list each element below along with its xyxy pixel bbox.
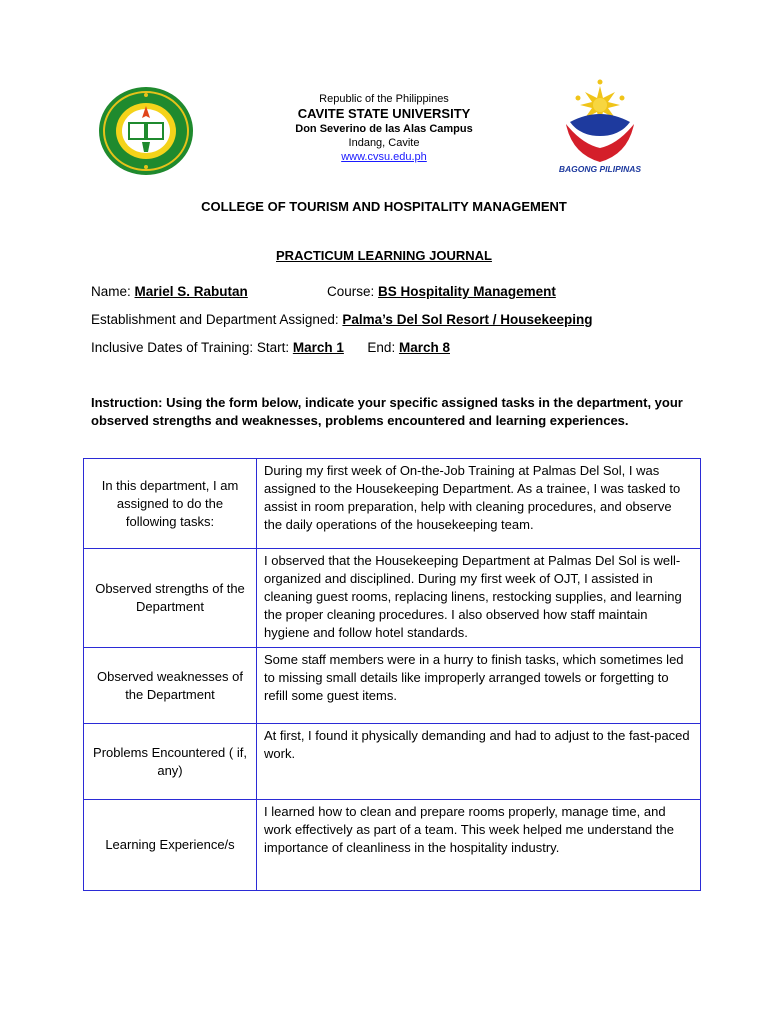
journal-table [83,458,701,891]
row-label: Observed weaknesses of the Department [84,648,257,724]
website-link[interactable]: www.cvsu.edu.ph [341,151,427,163]
row-text: I observed that the Housekeeping Department at Palmas Del Sol is well-organized and disciplined. During my first week of OJT, I assisted in cleaning guest rooms, replacing linens, restocking supplies, and learning the proper cleaning procedures. I also observed how staff maintain hygiene and follow hotel standards. [257,549,701,648]
town-name: Indang, Cavite [348,137,420,149]
dates-field [91,340,450,356]
start-date-value: March 1 [292,340,344,355]
cvsu-seal-logo [98,86,194,176]
campus-name: Don Severino de las Alas Campus [295,123,473,135]
table-row [84,459,701,549]
table-row [84,800,701,891]
name-label: Name: [91,284,131,299]
table-row [84,724,701,800]
establishment-field [91,312,593,328]
course-field [327,284,556,300]
row-label: Learning Experience/s [84,800,257,891]
name-field [91,284,248,300]
row-text: Some staff members were in a hurry to finish tasks, which sometimes led to missing small details like improperly arranged towels or forgetting to refill some guest items. [257,648,701,724]
university-name: CAVITE STATE UNIVERSITY [297,106,471,121]
row-text: At first, I found it physically demanding and had to adjust to the fast-paced work. [257,724,701,800]
course-label: Course: [327,284,375,299]
row-label: Observed strengths of the Department [84,549,257,648]
university-header [234,93,534,164]
table-row [84,549,701,648]
row-text: I learned how to clean and prepare rooms properly, manage time, and work effectively as part of a team. This week helped me understand the importance of cleanliness in the hospitality industry. [257,800,701,891]
dates-label: Inclusive Dates of Training: Start: [91,340,290,355]
name-value: Mariel S. Rabutan [134,284,248,299]
row-label: In this department, I am assigned to do the following tasks: [84,459,257,549]
table-row [84,648,701,724]
course-value: BS Hospitality Management [378,284,556,299]
establishment-label: Establishment and Department Assigned: [91,312,339,327]
end-label: End: [367,340,396,355]
bagong-pilipinas-wordmark: BAGONG PILIPINAS [558,164,642,174]
instruction-text: Instruction: Using the form below, indicate your specific assigned tasks in the department, your observed strengths and weaknesses, problems encountered and learning experiences. [91,395,683,428]
republic-line: Republic of the Philippines [319,93,449,105]
college-title: COLLEGE OF TOURISM AND HOSPITALITY MANAGEMENT [201,199,567,214]
end-date-value: March 8 [398,340,450,355]
bagong-pilipinas-logo [548,78,652,180]
row-label: Problems Encountered ( if, any) [84,724,257,800]
journal-title: PRACTICUM LEARNING JOURNAL [276,248,492,263]
row-text: During my first week of On-the-Job Training at Palmas Del Sol, I was assigned to the Housekeeping Department. As a trainee, I was tasked to assist in room preparation, help with cleaning procedures, and observe the daily operations of the housekeeping team. [257,459,701,549]
establishment-value: Palma’s Del Sol Resort / Housekeeping [342,312,593,327]
